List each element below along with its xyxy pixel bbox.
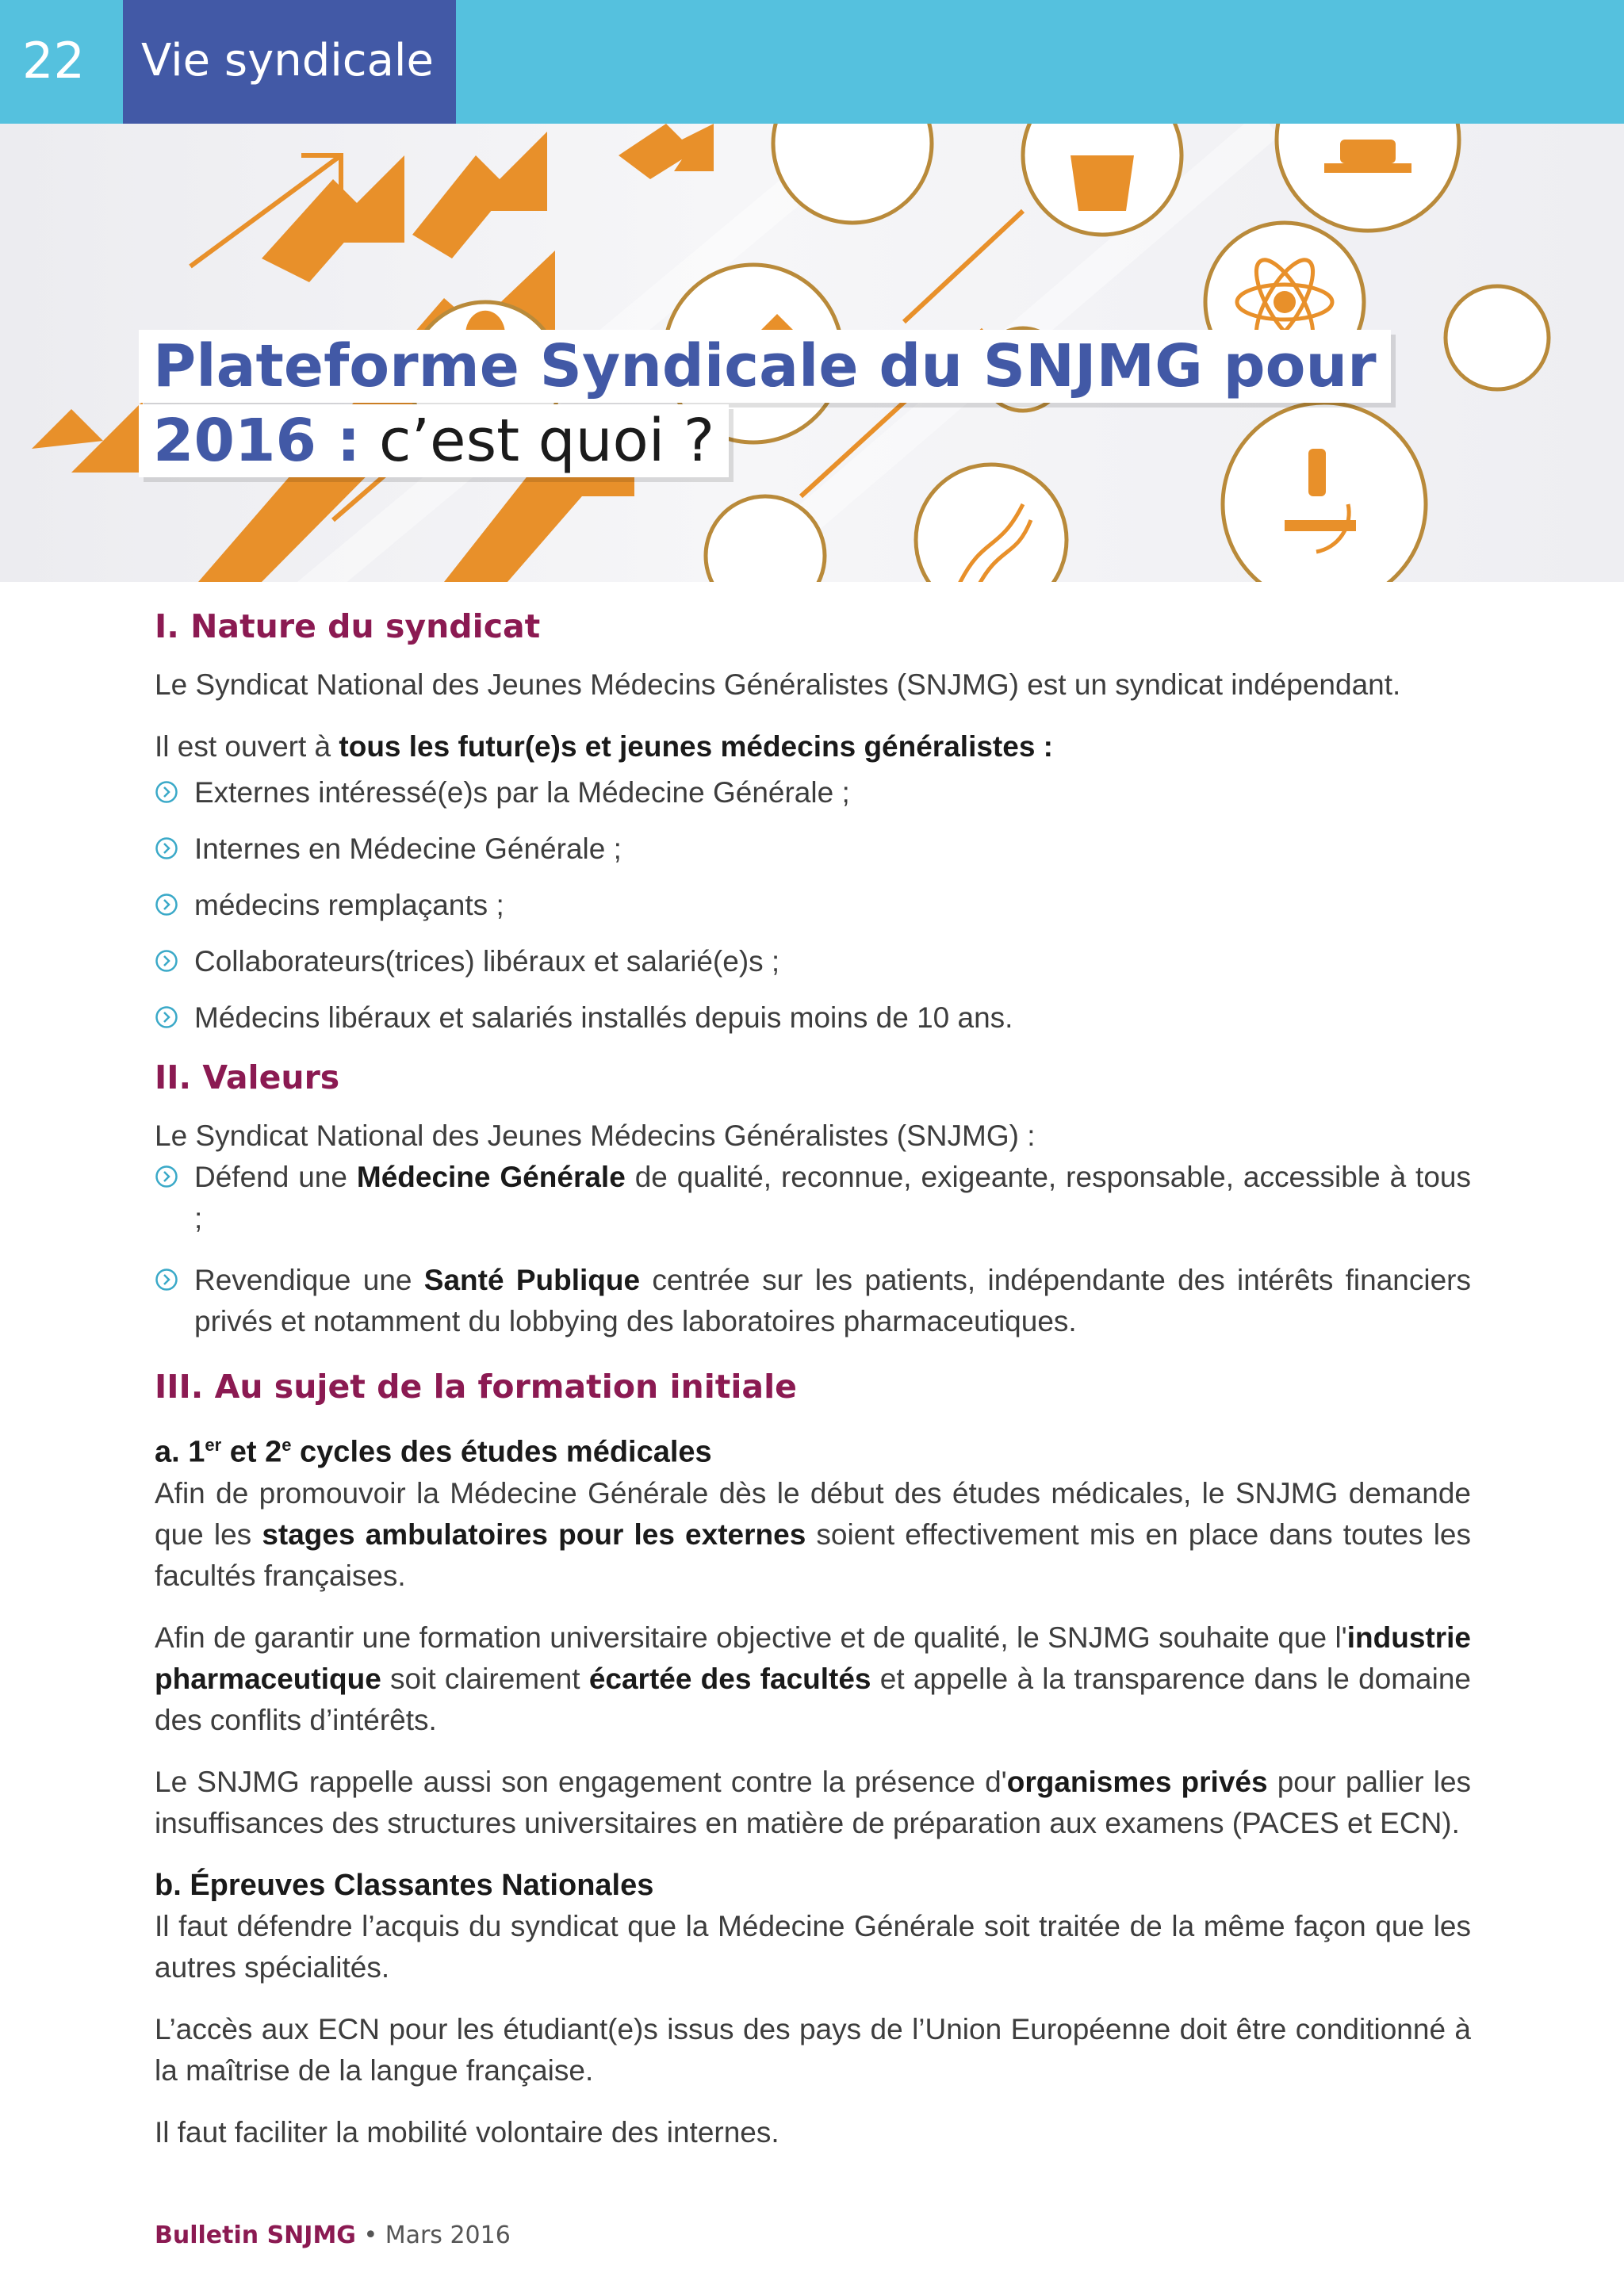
paragraph: Il faut faciliter la mobilité volontaire des internes. <box>155 2115 779 2149</box>
paragraph <box>155 1762 1471 1844</box>
section-heading-3: III. Au sujet de la formation initiale <box>155 1368 797 1406</box>
chevron-circle-icon <box>155 949 178 973</box>
text: soit clairement <box>381 1662 589 1695</box>
list-item <box>155 1157 1471 1239</box>
bold-text: Santé Publique <box>423 1264 641 1296</box>
footer <box>155 2221 511 2249</box>
superscript: e <box>282 1435 292 1455</box>
text: a. 1 <box>155 1435 205 1469</box>
text: soient effectivement mis en place dans toutes les facultés françaises. <box>155 1517 1472 1592</box>
chevron-circle-icon <box>155 1005 178 1029</box>
list-item-text: médecins remplaçants ; <box>194 889 504 921</box>
text: Afin de garantir une formation universitaire objective et de qualité, le SNJMG souhaite que l' <box>155 1621 1347 1654</box>
list-item-text: Externes intéressé(e)s par la Médecine Générale ; <box>194 776 850 809</box>
chevron-circle-icon <box>155 836 178 860</box>
list-item-text: Collaborateurs(trices) libéraux et salarié(e)s ; <box>194 945 780 978</box>
paragraph <box>155 726 1471 767</box>
text: Le SNJMG rappelle aussi son engagement contre la présence d' <box>155 1765 1007 1798</box>
section-heading-2: II. Valeurs <box>155 1058 340 1096</box>
section-label: Vie syndicale <box>141 35 434 86</box>
member-list <box>155 772 1471 1039</box>
subsection-heading-b: b. Épreuves Classantes Nationales <box>155 1868 654 1902</box>
list-item <box>155 772 1471 813</box>
paragraph: Le Syndicat National des Jeunes Médecins Généralistes (SNJMG) : <box>155 1119 1036 1152</box>
chevron-circle-icon <box>155 893 178 916</box>
list-item <box>155 828 1471 870</box>
list-item <box>155 885 1471 926</box>
paragraph: L’accès aux ECN pour les étudiant(e)s issus des pays de l’Union Européenne doit être conditionné à la maîtrise de la langue française. <box>155 2012 1471 2087</box>
subsection-heading-a <box>155 1425 1471 1473</box>
superscript: er <box>205 1435 222 1455</box>
text: Il est ouvert à <box>155 730 339 763</box>
bold-text: industrie pharmaceutique <box>155 1621 1471 1695</box>
text: pour pallier les insuffisances des structures universitaires en matière de préparation aux examens (PACES et ECN). <box>155 1765 1472 1839</box>
bold-text: tous les futur(e)s et jeunes médecins généralistes : <box>339 730 1054 763</box>
text: et 2 <box>221 1435 282 1469</box>
title-line-1: Plateforme Syndicale du SNJMG pour <box>139 330 1391 403</box>
title-year: 2016 : <box>153 407 361 475</box>
paragraph <box>155 1617 1471 1741</box>
chevron-circle-icon <box>155 780 178 804</box>
chevron-circle-icon <box>155 1268 178 1292</box>
text: Défend une <box>194 1161 357 1193</box>
title-question: c’est quoi ? <box>360 407 715 475</box>
text: et appelle à la transparence dans le domaine des conflits d’intérêts. <box>155 1662 1472 1736</box>
list-item-text: Internes en Médecine Générale ; <box>194 832 622 865</box>
chevron-circle-icon <box>155 1165 178 1188</box>
footer-separator: • <box>355 2221 385 2249</box>
paragraph <box>155 1473 1471 1597</box>
bold-text: stages ambulatoires pour les externes <box>262 1517 806 1551</box>
paragraph: Il faut défendre l’acquis du syndicat que la Médecine Générale soit traitée de la même façon que les autres spécialités. <box>155 1909 1471 1984</box>
banner-illustration <box>0 124 1624 582</box>
title-line-2 <box>139 404 729 477</box>
bold-text: écartée des facultés <box>588 1662 871 1695</box>
list-item-text: Médecins libéraux et salariés installés depuis moins de 10 ans. <box>194 1001 1013 1034</box>
article-body <box>155 603 1471 2153</box>
list-item <box>155 997 1471 1039</box>
text: cycles des études médicales <box>291 1435 712 1469</box>
footer-date: Mars 2016 <box>385 2221 511 2249</box>
section-heading-1: I. Nature du syndicat <box>155 607 541 645</box>
bold-text: Médecine Générale <box>356 1161 626 1193</box>
list-item <box>155 941 1471 982</box>
text: Revendique une <box>194 1264 424 1296</box>
list-item <box>155 1260 1471 1342</box>
page-number: 22 <box>22 32 85 90</box>
article-title <box>139 330 1391 477</box>
bold-text: organismes privés <box>1006 1765 1268 1798</box>
text: centrée sur les patients, indépendante des intérêts financiers privés et notamment du lobbying des laboratoires pharmaceutiques. <box>194 1264 1471 1337</box>
text: Afin de promouvoir la Médecine Générale dès le début des études médicales, le SNJMG demande que les <box>155 1476 1471 1551</box>
paragraph: Le Syndicat National des Jeunes Médecins Généralistes (SNJMG) est un syndicat indépendant. <box>155 668 1401 701</box>
text: de qualité, reconnue, exigeante, responsable, accessible à tous ; <box>194 1161 1471 1234</box>
footer-publication: Bulletin SNJMG <box>155 2221 356 2249</box>
